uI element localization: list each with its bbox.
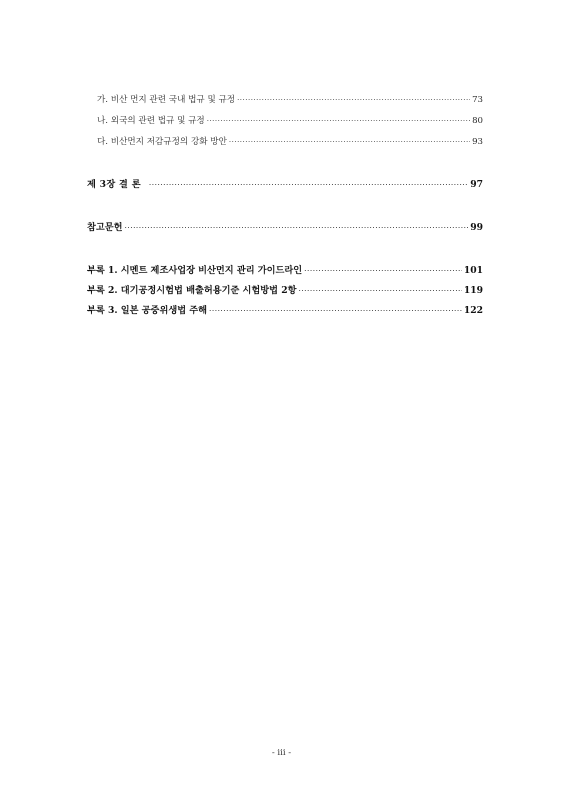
toc-page-number: 122: [463, 305, 483, 316]
toc-page-number: 99: [470, 222, 483, 233]
toc-appendix-entry: [87, 302, 483, 316]
dot-leader: [298, 286, 461, 295]
toc-page-number: 93: [472, 137, 483, 147]
toc-references-label: 참고문헌: [87, 222, 123, 233]
dot-leader: [207, 117, 470, 125]
toc-page-number: 97: [470, 179, 483, 190]
toc-sub-entry-label: 나. 외국의 관련 법규 및 규정: [97, 116, 205, 126]
dot-leader: [149, 180, 468, 189]
dot-leader: [304, 266, 462, 275]
dot-leader: [237, 96, 470, 104]
toc-sub-entry: [97, 93, 483, 105]
toc-appendix-label: 부록 2. 대기공정시험법 배출허용기준 시험방법 2항: [87, 285, 297, 296]
toc-appendix-label: 부록 3. 일본 공중위생법 주해: [87, 305, 208, 316]
toc-page-number: 101: [463, 265, 483, 276]
toc-appendix-entry: [87, 262, 483, 276]
dot-leader: [229, 138, 470, 146]
dot-leader: [125, 223, 469, 232]
page-footer-number: - iii -: [271, 748, 292, 758]
toc-references-entry: [87, 219, 483, 233]
toc-sub-entry: [97, 135, 483, 147]
dot-leader: [209, 306, 462, 315]
toc-sub-entry-label: 다. 비산먼지 저감규정의 강화 방안: [97, 137, 227, 147]
toc-appendix-entry: [87, 282, 483, 296]
toc-page-number: 119: [463, 285, 483, 296]
toc-sub-entry-label: 가. 비산 먼지 관련 국내 법규 및 규정: [97, 95, 236, 105]
toc-appendix-label: 부록 1. 시멘트 제조사업장 비산먼지 관리 가이드라인: [87, 265, 303, 276]
toc-chapter-entry: [87, 176, 483, 190]
toc-sub-entry: [97, 114, 483, 126]
toc-page-number: 80: [472, 116, 483, 126]
toc-chapter-label: 제 3장 결 론: [87, 179, 141, 190]
toc-page-number: 73: [472, 95, 483, 105]
